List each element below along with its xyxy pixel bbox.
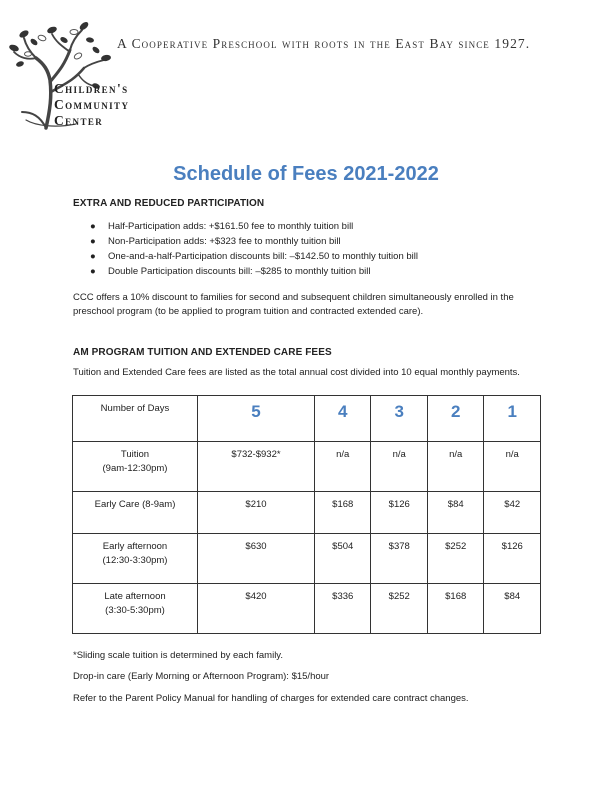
org-name-line-2: Community xyxy=(54,97,130,112)
table-cell: n/a xyxy=(484,442,541,492)
sliding-scale-note: *Sliding scale tuition is determined by each family. xyxy=(73,650,283,661)
page-title: Schedule of Fees 2021-2022 xyxy=(173,163,439,185)
row-label-line: Tuition xyxy=(120,449,150,460)
table-header-row xyxy=(73,396,541,442)
row-label-line: Late afternoon xyxy=(104,591,166,602)
table-row xyxy=(73,442,541,492)
bullet-icon: ● xyxy=(90,266,96,277)
list-item-text: Half-Participation adds: +$161.50 fee to monthly tuition bill xyxy=(108,221,354,232)
row-label-line: Early Care (8-9am) xyxy=(94,499,176,510)
policy-note: Refer to the Parent Policy Manual for handling of charges for extended care contract changes. xyxy=(73,693,469,704)
discount-note: CCC offers a 10% discount to families for second and subsequent children simultaneously enrolled in the preschool program (to be applied to program tuition and contracted extended care). xyxy=(73,292,514,317)
days-3-header: 3 xyxy=(371,396,427,442)
bullet-icon: ● xyxy=(90,236,96,247)
bullet-icon: ● xyxy=(90,221,96,232)
row-label xyxy=(73,534,198,584)
table-cell: n/a xyxy=(315,442,371,492)
list-item-text: Non-Participation adds: +$323 fee to monthly tuition bill xyxy=(108,236,341,247)
table-cell: $210 xyxy=(198,492,315,534)
org-name-line-3: Center xyxy=(54,113,104,128)
table-cell: $84 xyxy=(484,584,541,634)
row-label-line: (12:30-3:30pm) xyxy=(102,555,168,566)
row-label-line: Early afternoon xyxy=(102,541,168,552)
table-cell: $84 xyxy=(427,492,483,534)
table-cell: n/a xyxy=(371,442,427,492)
list-item xyxy=(90,264,418,279)
table-cell: $732-$932* xyxy=(198,442,315,492)
days-5-header: 5 xyxy=(198,396,315,442)
fees-table xyxy=(72,395,541,634)
table-cell: $252 xyxy=(371,584,427,634)
table-cell: n/a xyxy=(427,442,483,492)
days-4-header: 4 xyxy=(315,396,371,442)
extra-participation-heading: EXTRA AND REDUCED PARTICIPATION xyxy=(73,198,265,209)
org-name xyxy=(54,81,129,129)
table-row xyxy=(73,584,541,634)
am-program-intro: Tuition and Extended Care fees are listed as the total annual cost divided into 10 equal monthly payments. xyxy=(73,367,520,378)
list-item xyxy=(90,249,418,264)
table-cell: $126 xyxy=(484,534,541,584)
bullet-icon: ● xyxy=(90,251,96,262)
org-name-line-1: Children's xyxy=(54,81,129,96)
table-cell: $168 xyxy=(315,492,371,534)
table-cell: $378 xyxy=(371,534,427,584)
row-label xyxy=(73,584,198,634)
table-cell: $252 xyxy=(427,534,483,584)
table-row xyxy=(73,492,541,534)
list-item-text: One-and-a-half-Participation discounts bill: –$142.50 to monthly tuition bill xyxy=(108,251,418,262)
list-item-text: Double Participation discounts bill: –$285 to monthly tuition bill xyxy=(108,266,371,277)
am-program-heading: AM PROGRAM TUITION AND EXTENDED CARE FEES xyxy=(73,347,332,358)
row-label-line: (9am-12:30pm) xyxy=(102,463,168,474)
days-2-header: 2 xyxy=(427,396,483,442)
drop-in-note: Drop-in care (Early Morning or Afternoon Program): $15/hour xyxy=(73,671,330,682)
list-item xyxy=(90,234,418,249)
table-cell: $420 xyxy=(198,584,315,634)
tagline: A Cooperative Preschool with roots in the East Bay since 1927. xyxy=(117,36,531,51)
table-cell: $630 xyxy=(198,534,315,584)
days-1-header: 1 xyxy=(484,396,541,442)
list-item xyxy=(90,219,418,234)
row-label-line: (3:30-5:30pm) xyxy=(105,605,165,616)
table-cell: $126 xyxy=(371,492,427,534)
table-cell: $42 xyxy=(484,492,541,534)
table-cell: $336 xyxy=(315,584,371,634)
participation-list xyxy=(90,219,418,279)
row-label xyxy=(73,442,198,492)
table-cell: $168 xyxy=(427,584,483,634)
row-label xyxy=(73,492,198,534)
table-cell: $504 xyxy=(315,534,371,584)
number-of-days-label: Number of Days xyxy=(73,396,198,442)
table-row xyxy=(73,534,541,584)
